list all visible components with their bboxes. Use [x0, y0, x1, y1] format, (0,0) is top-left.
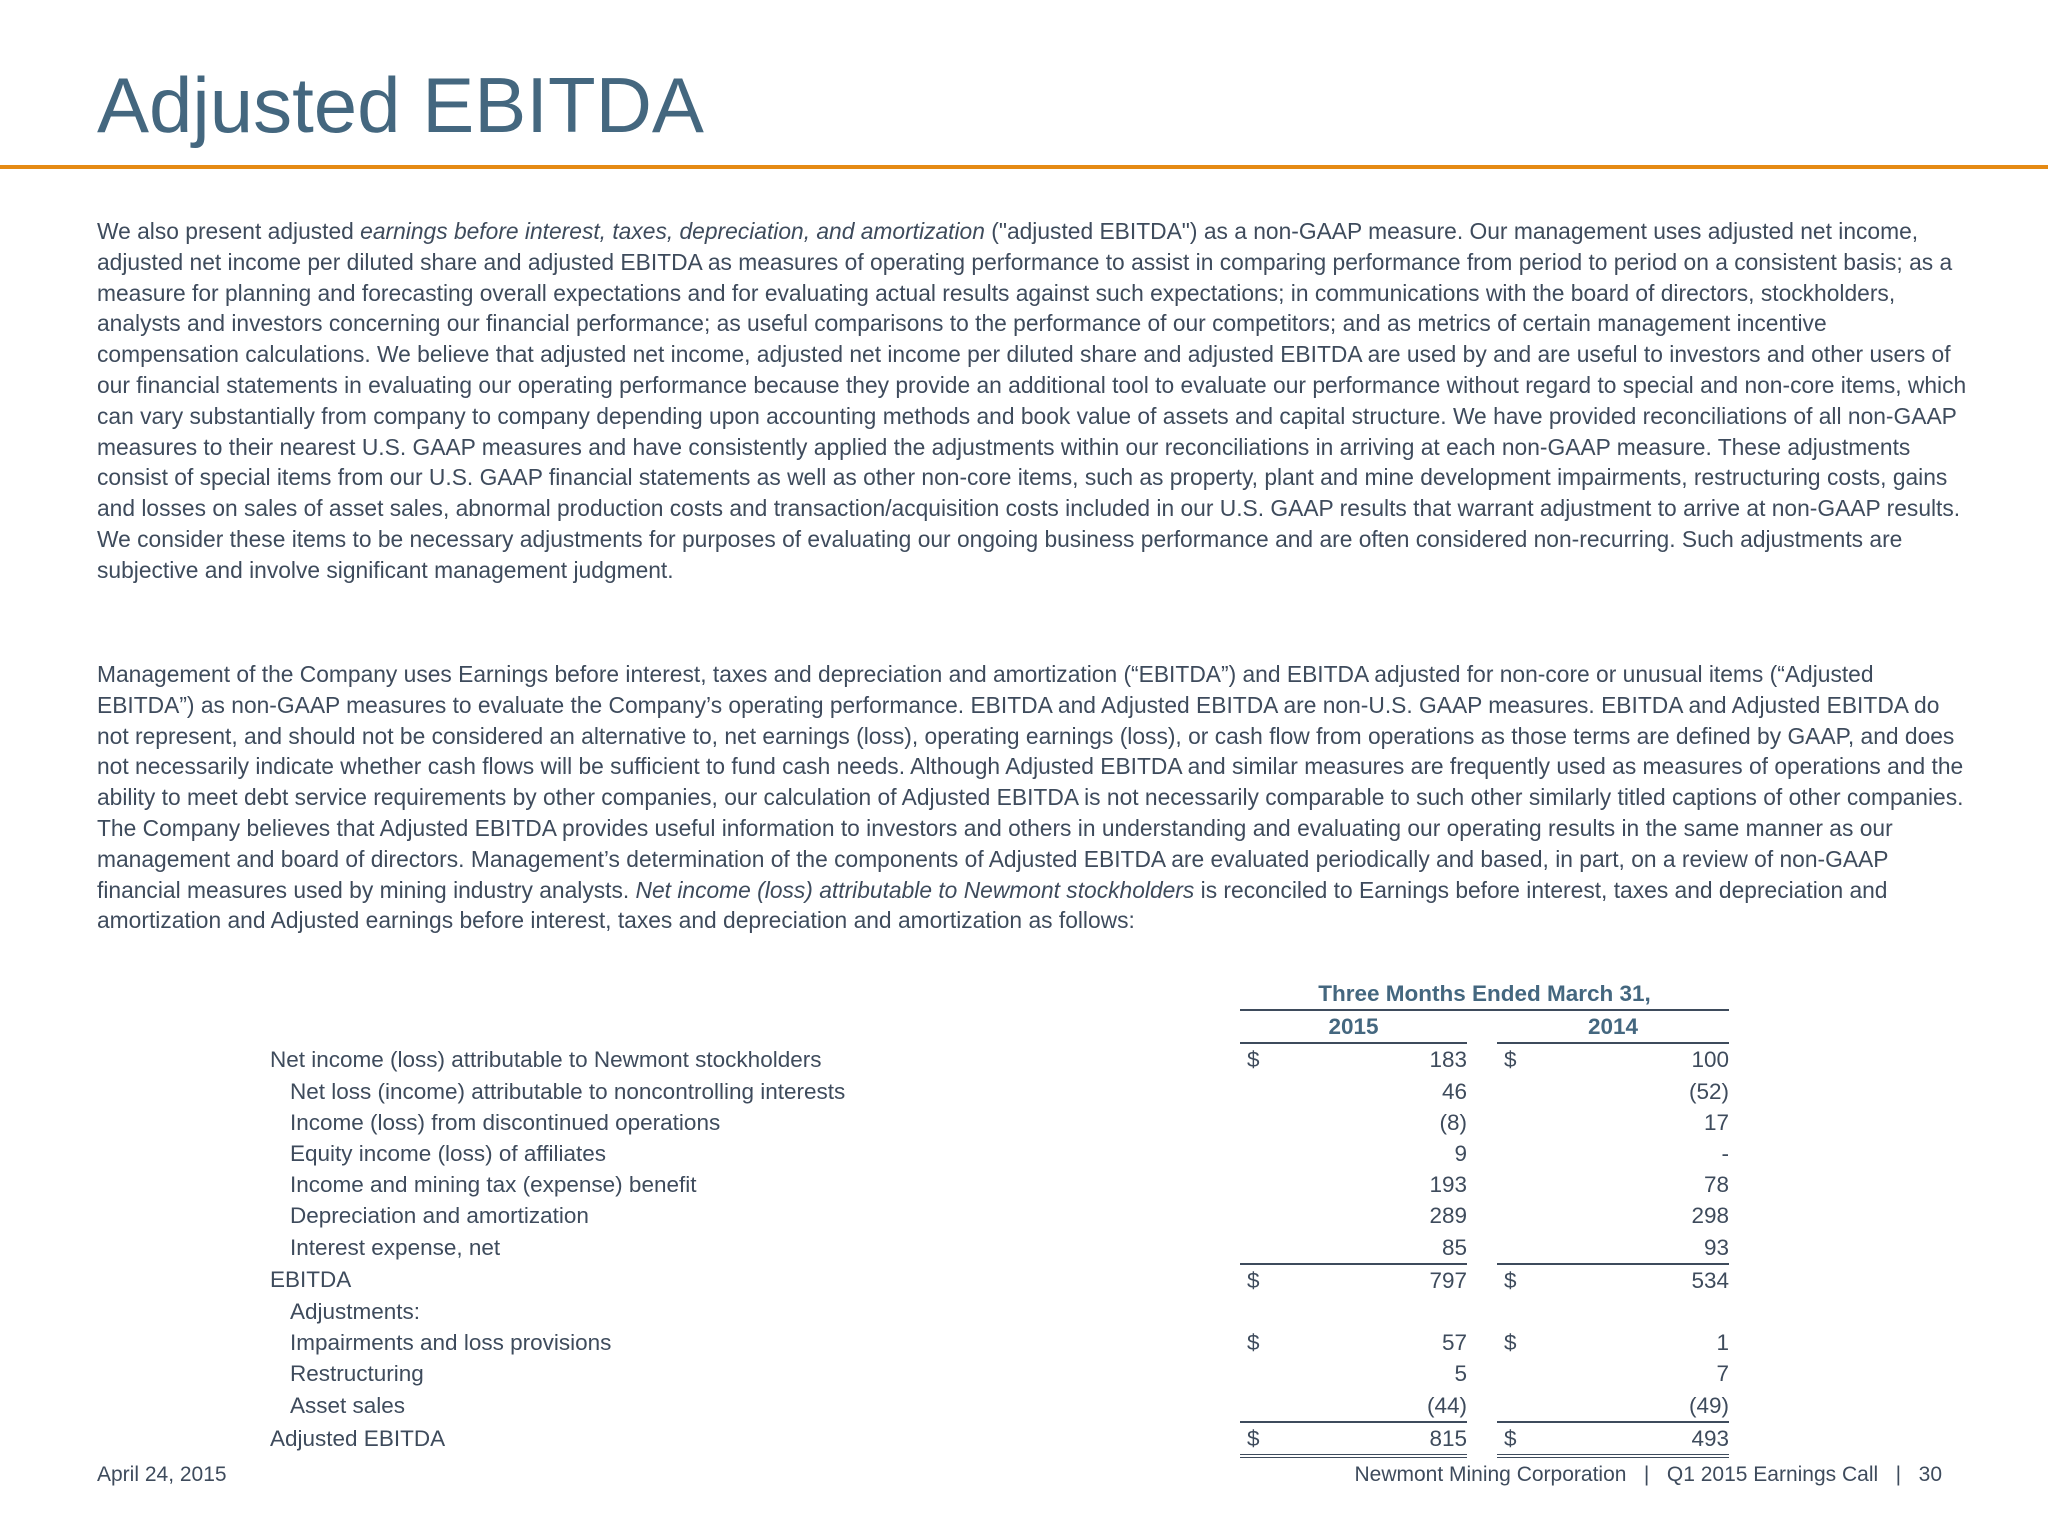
period-header: Three Months Ended March 31,: [1240, 978, 1729, 1010]
table-row: [270, 1232, 1729, 1264]
value-2014: 100: [1691, 1047, 1729, 1073]
row-label: Adjusted EBITDA: [270, 1426, 446, 1452]
table-row: [270, 1296, 1729, 1327]
currency-2014: [1497, 1076, 1564, 1107]
value-2014: [1564, 1296, 1729, 1327]
column-spacer: [1467, 1107, 1497, 1138]
value-2014: 93: [1564, 1232, 1729, 1264]
value-2015: 46: [1441, 1078, 1467, 1104]
currency-2015: [1240, 1358, 1307, 1389]
row-label: Income and mining tax (expense) benefit: [290, 1172, 697, 1198]
column-spacer: [1467, 1138, 1497, 1169]
currency-2014: $: [1504, 1047, 1517, 1073]
paragraph-ebitda-management: [97, 659, 1967, 936]
footer-date: April 24, 2015: [97, 1463, 227, 1486]
row-label: Net loss (income) attributable to noncontrolling interests: [290, 1078, 846, 1104]
value-2014: 1: [1716, 1330, 1729, 1356]
currency-2014: $: [1504, 1267, 1517, 1293]
table-header-years: [270, 1010, 1729, 1043]
value-2015: 815: [1307, 1422, 1467, 1456]
table-row: [270, 1422, 1729, 1456]
row-label: EBITDA: [270, 1267, 352, 1293]
table-row: [270, 1138, 1729, 1169]
value-2015: 183: [1429, 1047, 1467, 1073]
currency-2015: [1240, 1200, 1307, 1231]
row-label: Restructuring: [290, 1361, 424, 1387]
currency-2015: [1240, 1138, 1307, 1169]
paragraph-text: ("adjusted EBITDA") as a non-GAAP measure. Our management uses adjusted net income, adjusted net income per diluted share and adjusted EBITDA as measures of operating performance to assist in comparing performance from period to period on a consistent basis; as a measure for planning and forecasting overall expectations and for evaluating actual results against such expectations; in communications with the board of directors, stockholders, analysts and investors concerning our financial performance; as useful comparisons to the performance of our competitors; and as metrics of certain management incentive compensation calculations. We believe that adjusted net income, adjusted net income per diluted share and adjusted EBITDA are used by and are useful to investors and other users of our financial statements in evaluating our operating performance because they provide an additional tool to evaluate our performance without regard to special and non-core items, which can vary substantially from company to company depending upon accounting methods and book value of assets and capital structure. We have provided reconciliations of all non-GAAP measures to their nearest U.S. GAAP measures and have consistently applied the adjustments within our reconciliations in arriving at each non-GAAP measure. These adjustments consist of special items from our U.S. GAAP financial statements as well as other non-core items, such as property, plant and mine development impairments, restructuring costs, gains and losses on sales of asset sales, abnormal production costs and transaction/acquisition costs included in our U.S. GAAP results that warrant adjustment to arrive at non-GAAP results. We consider these items to be necessary adjustments for purposes of evaluating our ongoing business performance and are often considered non-recurring. Such adjustments are subjective and involve significant management judgment.: [97, 218, 1967, 583]
table-row: [270, 1043, 1729, 1075]
table-row: [270, 1107, 1729, 1138]
currency-2014: [1497, 1232, 1564, 1264]
paragraph-text: is reconciled to Earnings before interest, taxes and depreciation and amortization and Adjusted earnings before interest, taxes and depreciation and amortization as follows:: [97, 876, 1888, 934]
value-2015: 85: [1307, 1232, 1467, 1264]
value-2015: 797: [1429, 1267, 1467, 1293]
value-2014: (52): [1688, 1078, 1729, 1104]
currency-2014: [1497, 1138, 1564, 1169]
value-2014: -: [1721, 1141, 1729, 1167]
currency-2015: $: [1240, 1422, 1307, 1456]
currency-2015: [1240, 1107, 1307, 1138]
column-spacer: [1467, 1327, 1497, 1358]
column-spacer: [1467, 1422, 1497, 1456]
row-label: Asset sales: [290, 1393, 406, 1419]
value-2014: 493: [1564, 1422, 1729, 1456]
row-label: Net income (loss) attributable to Newmont stockholders: [270, 1046, 822, 1072]
table-body: [270, 1043, 1729, 1456]
table-row: [270, 1076, 1729, 1107]
column-spacer: [1467, 1232, 1497, 1264]
currency-2015: [1240, 1390, 1307, 1422]
table-row: [270, 1169, 1729, 1200]
value-2015: 193: [1429, 1172, 1467, 1198]
currency-2014: [1497, 1200, 1564, 1231]
ebitda-reconciliation-table: [270, 978, 1729, 1458]
currency-2015: $: [1247, 1330, 1260, 1356]
table-row: [270, 1358, 1729, 1389]
paragraph-italic-text: Net income (loss) attributable to Newmont stockholders: [635, 876, 1195, 903]
row-label: Interest expense, net: [290, 1235, 501, 1261]
currency-2014: [1497, 1390, 1564, 1422]
value-2014: (49): [1564, 1390, 1729, 1422]
footer-company-call-page: Newmont Mining Corporation | Q1 2015 Earnings Call | 30: [1354, 1463, 1942, 1486]
table-header-period: [270, 978, 1729, 1010]
column-spacer: [1467, 1390, 1497, 1422]
year-2014-header: 2014: [1497, 1010, 1729, 1043]
column-spacer: [1467, 1200, 1497, 1231]
currency-2014: $: [1504, 1330, 1517, 1356]
column-spacer: [1467, 1264, 1497, 1296]
currency-2014: $: [1497, 1422, 1564, 1456]
currency-2014: [1497, 1358, 1564, 1389]
table-row: [270, 1390, 1729, 1422]
currency-2014: [1497, 1296, 1564, 1327]
value-2015: (44): [1307, 1390, 1467, 1422]
title-divider: [0, 165, 2048, 169]
value-2015: 289: [1429, 1203, 1467, 1229]
paragraph-italic-text: earnings before interest, taxes, depreciation, and amortization: [360, 218, 985, 244]
value-2014: 7: [1716, 1361, 1729, 1387]
year-2015-header: 2015: [1240, 1010, 1467, 1043]
currency-2015: [1240, 1076, 1307, 1107]
value-2015: (8): [1439, 1109, 1467, 1135]
value-2015: [1307, 1296, 1467, 1327]
value-2014: 17: [1703, 1109, 1729, 1135]
value-2014: 298: [1691, 1203, 1729, 1229]
value-2014: 78: [1703, 1172, 1729, 1198]
value-2015: 57: [1441, 1330, 1467, 1356]
currency-2014: [1497, 1107, 1564, 1138]
column-spacer: [1467, 1076, 1497, 1107]
currency-2015: [1240, 1169, 1307, 1200]
column-spacer: [1467, 1358, 1497, 1389]
table-row: [270, 1327, 1729, 1358]
slide-title: Adjusted EBITDA: [97, 61, 704, 149]
currency-2015: [1240, 1232, 1307, 1264]
currency-2015: [1240, 1296, 1307, 1327]
row-label: Equity income (loss) of affiliates: [290, 1141, 606, 1167]
column-spacer: [1467, 1169, 1497, 1200]
value-2015: 5: [1454, 1361, 1467, 1387]
paragraph-adjusted-ebitda-intro: [97, 216, 1967, 586]
paragraph-text: We also present adjusted: [97, 218, 361, 244]
value-2015: 9: [1454, 1141, 1467, 1167]
currency-2014: [1497, 1169, 1564, 1200]
row-label: Income (loss) from discontinued operations: [290, 1109, 721, 1135]
row-label: Adjustments:: [290, 1299, 421, 1325]
column-spacer: [1467, 1043, 1497, 1075]
row-label: Impairments and loss provisions: [290, 1330, 612, 1356]
currency-2015: $: [1247, 1267, 1260, 1293]
column-spacer: [1467, 1296, 1497, 1327]
paragraph-text: Management of the Company uses Earnings before interest, taxes and depreciation and amortization (“EBITDA”) and EBITDA adjusted for non-core or unusual items (“Adjusted EBITDA”) as non-GAAP measures to evaluate the Company’s operating performance. EBITDA and Adjusted EBITDA are non-U.S. GAAP measures. EBITDA and Adjusted EBITDA do not represent, and should not be considered an alternative to, net earnings (loss), operating earnings (loss), or cash flow from operations as those terms are defined by GAAP, and does not necessarily indicate whether cash flows will be sufficient to fund cash needs. Although Adjusted EBITDA and similar measures are frequently used as measures of operations and the ability to meet debt service requirements by other companies, our calculation of Adjusted EBITDA is not necessarily comparable to such other similarly titled captions of other companies. The Company believes that Adjusted EBITDA provides useful information to investors and others in understanding and evaluating our operating results in the same manner as our management and board of directors. Management’s determination of the components of Adjusted EBITDA are evaluated periodically and based, in part, on a review of non-GAAP financial measures used by mining industry analysts.: [97, 661, 1964, 903]
table-row: [270, 1200, 1729, 1231]
value-2014: 534: [1691, 1267, 1729, 1293]
table-row: [270, 1264, 1729, 1296]
currency-2015: $: [1247, 1047, 1260, 1073]
row-label: Depreciation and amortization: [290, 1203, 589, 1229]
